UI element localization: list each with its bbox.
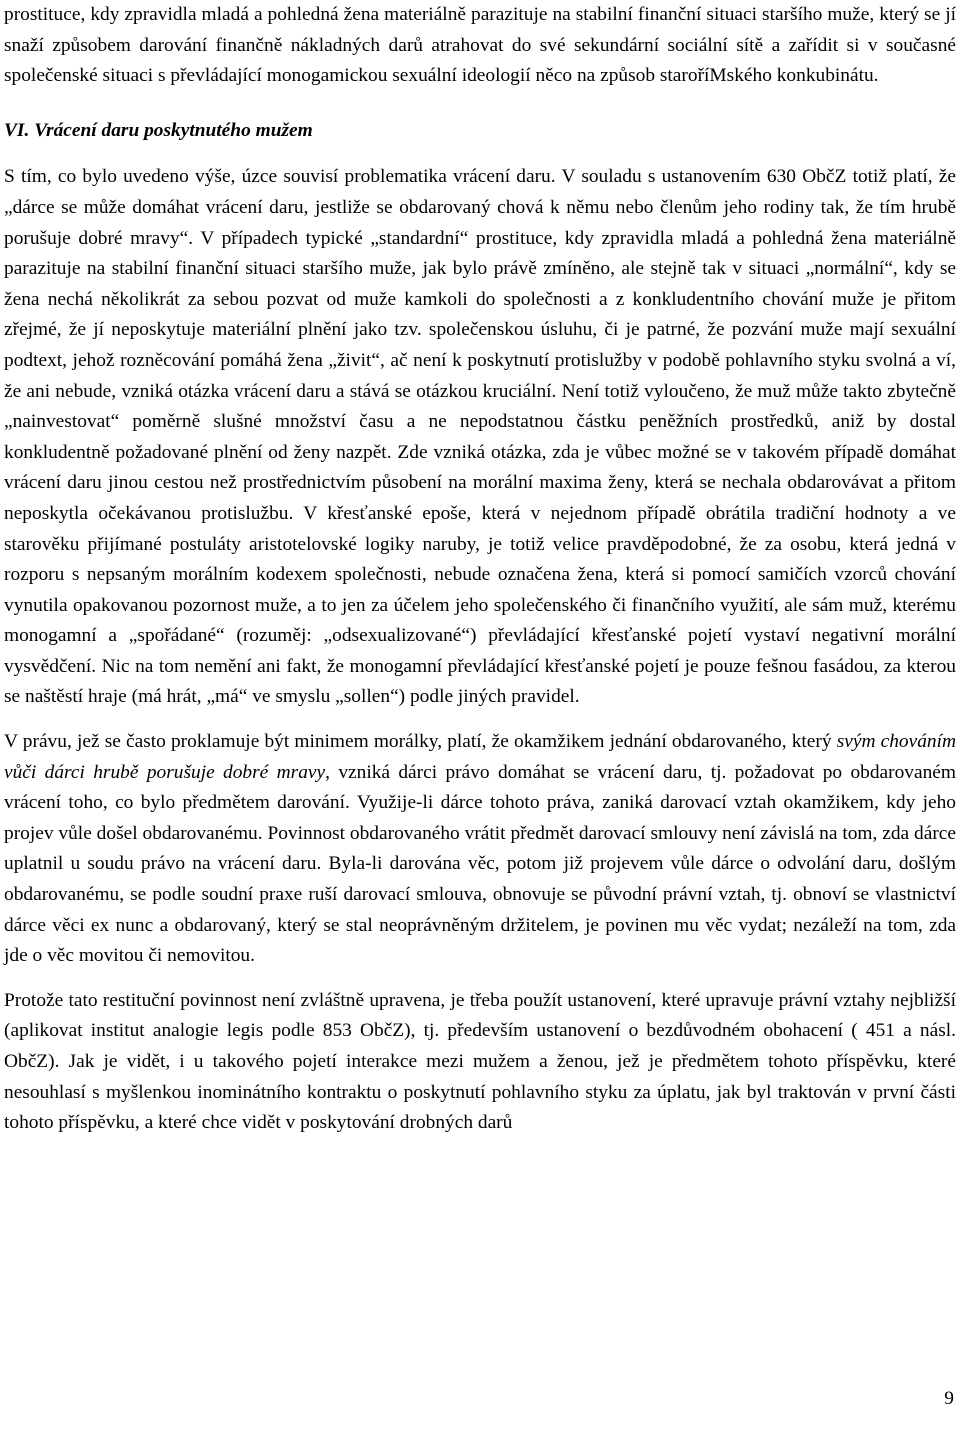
section-title: Vrácení daru poskytnutého mužem (34, 119, 313, 141)
paragraph-2-text-end: , vzniká dárci právo domáhat se vrácení daru, tj. požadovat po obdarovaném vrácení toho, co bylo předmětem darování. Využije-li dárce tohoto práva, zaniká darovací vztah okamžikem, kdy jeho projev vůle došel obdarovanému. Povinnost obdarovaného vrátit předmět darovací smlouvy není závislá na tom, zda dárce uplatnil u soudu právo na vrácení daru. Byla-li darována věc, potom již projevem vůle dárce o odvolání daru, došlým obdarovanému, se podle soudní praxe ruší darovací smlouva, obnovuje se původní právní vztah, tj. obnoví se vlastnictví dárce věci ex nunc a obdarovaný, který se stal neoprávněným držitelem, je povinen mu věc vydat; nezáleží na tom, zda jde o věc movitou či nemovitou. (4, 761, 956, 967)
page-number: 9 (944, 1388, 954, 1409)
body-paragraph-1: S tím, co bylo uvedeno výše, úzce souvisí problematika vrácení daru. V souladu s ustanovením 630 ObčZ totiž platí, že „dárce se může domáhat vrácení daru, jestliže se obdarovaný chová k němu nebo členům jeho rodiny tak, že tím hrubě porušuje dobré mravy“. V případech typické „standardní“ prostituce, kdy zpravidla mladá a pohledná žena materiálně parazituje na stabilní finanční situaci staršího muže, jak bylo právě zmíněno, ale stejně tak v situaci „normální“, kdy se žena nechá několikrát za sebou pozvat od muže kamkoli do společnosti a z konkludentního chování muže je přitom zřejmé, že jí neposkytuje materiální plnění jako tzv. společenskou úsluhu, či je patrné, že pozvání muže mají sexuální podtext, jehož rozněcování pomáhá žena „živit“, ač není k poskytnutí protislužby v podobě pohlavního styku svolná a ví, že ani nebude, vzniká otázka vrácení daru a stává se otázkou kruciální. Není totiž vyloučeno, že muž může takto zbytečně „nainvestovat“ poměrně slušné množství času a ne nepodstatnou částku peněžních prostředků, aniž by dostal konkludentně požadované plnění od ženy nazpět. Zde vzniká otázka, zda je vůbec možné se v takovém případě domáhat vrácení daru jinou cestou než prostřednictvím působení na morální maxima ženy, která se nechala obdarovávat a přitom neposkytla očekávanou protislužbu. V křesťanské epoše, která v nejednom případě obrátila tradiční hodnoty a ve starověku přijímané postuláty aristotelovské logiky naruby, je totiž velice pravděpodobné, že za osobu, která jedná v rozporu s nepsaným morálním kodexem společnosti, nebude označena žena, která si pomocí samičích vzorců chování vynutila opakovanou pozornost muže, a to jen za účelem jeho společenského či finančního využití, ale sám muž, kterému monogamní a „spořádané“ (rozuměj: „odsexualizované“) převládající křesťanské pojetí vystaví negativní morální vysvědčení. Nic na tom nemění ani fakt, že monogamní převládající křesťanské pojetí je pouze fešnou fasádou, za kterou se naštěstí hraje (má hrát, „má“ ve smyslu „sollen“) podle jiných pravidel. (4, 166, 956, 708)
section-number: VI. (4, 119, 30, 141)
paragraph-2-italic-text: svým chováním vůči dárci hrubě porušuje dobré mravy (4, 731, 956, 783)
body-paragraph-2 (4, 727, 956, 972)
intro-paragraph: prostituce, kdy zpravidla mladá a pohledná žena materiálně parazituje na stabilní finanční situaci staršího muže, který se jí snaží způsobem darování finančně nákladných darů atrahovat do své sekundární sociální sítě a zařídit si v současné společenské situaci s převládající monogamickou sexuální ideologií něco na způsob staroříMského konkubinátu. (4, 4, 956, 87)
body-paragraph-3: Protože tato restituční povinnost není zvláštně upravena, je třeba použít ustanovení, které upravuje právní vztahy nejbližší (aplikovat institut analogie legis podle 853 ObčZ), tj. především ustanovení o bezdůvodném obohacení ( 451 a násl. ObčZ). Jak je vidět, i u takového pojetí interakce mezi mužem a ženou, jež je předmětem tohoto příspěvku, které nesouhlasí s myšlenkou inominátního kontraktu o poskytnutí pohlavního styku za úplatu, jak byl traktován v první části tohoto příspěvku, a které chce vidět v poskytování drobných darů (4, 989, 956, 1134)
document-page (4, 0, 956, 1139)
paragraph-2-text-start: V právu, jež se často proklamuje být minimem morálky, platí, že okamžikem jednání obdarovaného, který (4, 731, 837, 753)
section-heading (4, 116, 956, 147)
